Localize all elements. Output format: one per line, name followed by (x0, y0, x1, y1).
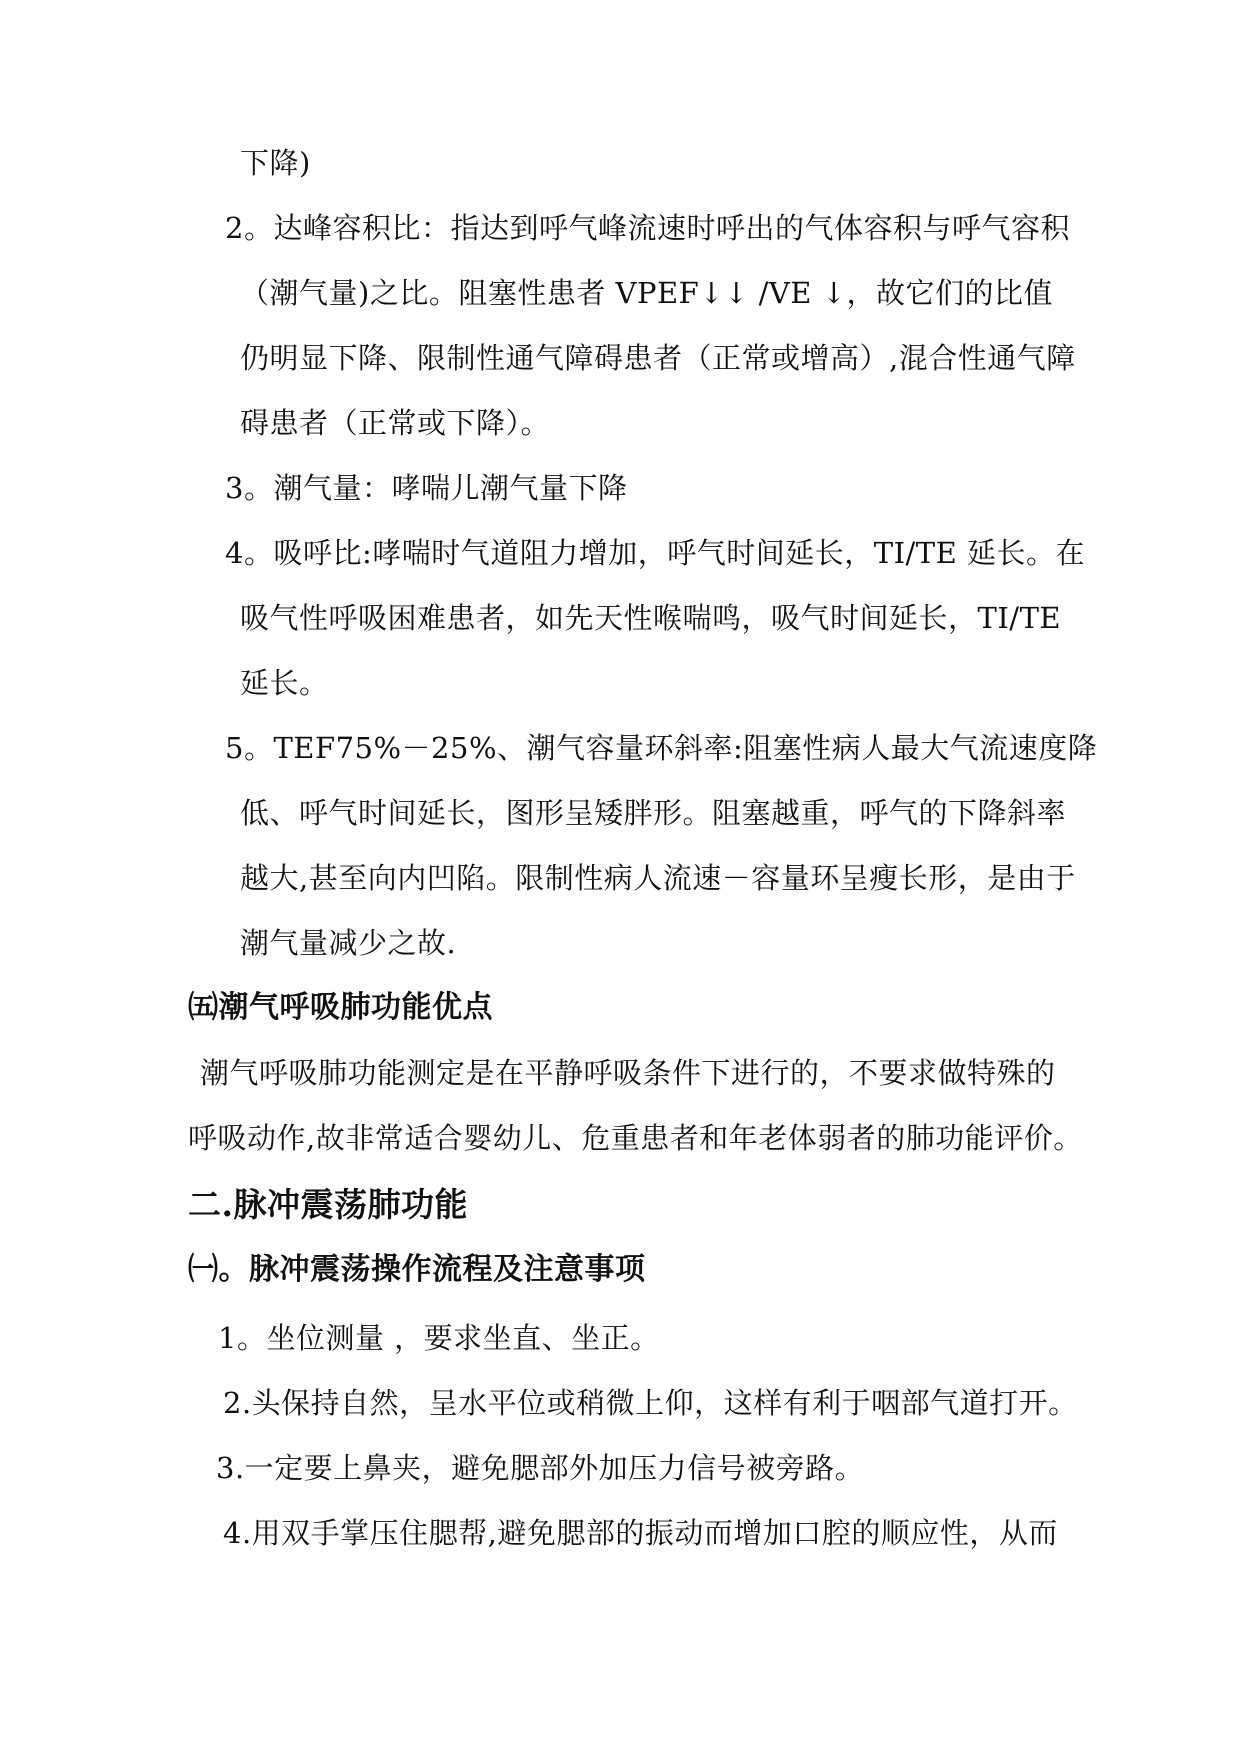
text-line: 仍明显下降、限制性通气障碍患者（正常或增高）,混合性通气障 (240, 341, 1076, 375)
list-item-5: 5。TEF75%－25%、潮气容量环斜率:阻塞性病人最大气流速度降 (225, 731, 1098, 765)
list-item-1: 1。坐位测量 ，要求坐直、坐正。 (218, 1321, 660, 1355)
list-item-3: 3。潮气量：哮喘儿潮气量下降 (225, 471, 628, 505)
text-line: 延长。 (240, 666, 329, 700)
text-line: 下降) (240, 146, 311, 180)
list-item-2: 2。达峰容积比：指达到呼气峰流速时呼出的气体容积与呼气容积 (225, 211, 1070, 245)
list-item-4: 4.用双手掌压住腮帮,避免腮部的振动而增加口腔的顺应性，从而 (223, 1516, 1058, 1550)
paragraph-line: 潮气呼吸肺功能测定是在平静呼吸条件下进行的，不要求做特殊的 (200, 1056, 1056, 1090)
text-line: 吸气性呼吸困难患者，如先天性喉喘鸣，吸气时间延长，TI/TE (240, 601, 1062, 635)
text-line: 越大,甚至向内凹陷。限制性病人流速－容量环呈瘦长形，是由于 (240, 861, 1076, 895)
list-item-3: 3.一定要上鼻夹，避免腮部外加压力信号被旁路。 (216, 1451, 865, 1485)
section-heading: ㈠。脉冲震荡操作流程及注意事项 (188, 1252, 646, 1287)
text-line: 碍患者（正常或下降）。 (240, 406, 551, 440)
list-item-4: 4。吸呼比:哮喘时气道阻力增加，呼气时间延长，TI/TE 延长。在 (225, 536, 1086, 570)
list-item-2: 2.头保持自然，呈水平位或稍微上仰，这样有利于咽部气道打开。 (223, 1386, 1078, 1420)
text-line: 低、呼气时间延长，图形呈矮胖形。阻塞越重，呼气的下降斜率 (240, 796, 1067, 830)
chapter-heading: 二.脉冲震荡肺功能 (188, 1185, 468, 1224)
section-heading: ㈤潮气呼吸肺功能优点 (188, 990, 493, 1025)
paragraph-line: 呼吸动作,故非常适合婴幼儿、危重患者和年老体弱者的肺功能评价。 (188, 1121, 1083, 1155)
text-line: 潮气量减少之故. (240, 926, 457, 960)
text-line: （潮气量)之比。阻塞性患者 VPEF↓↓ /VE ↓，故它们的比值 (240, 276, 1053, 310)
